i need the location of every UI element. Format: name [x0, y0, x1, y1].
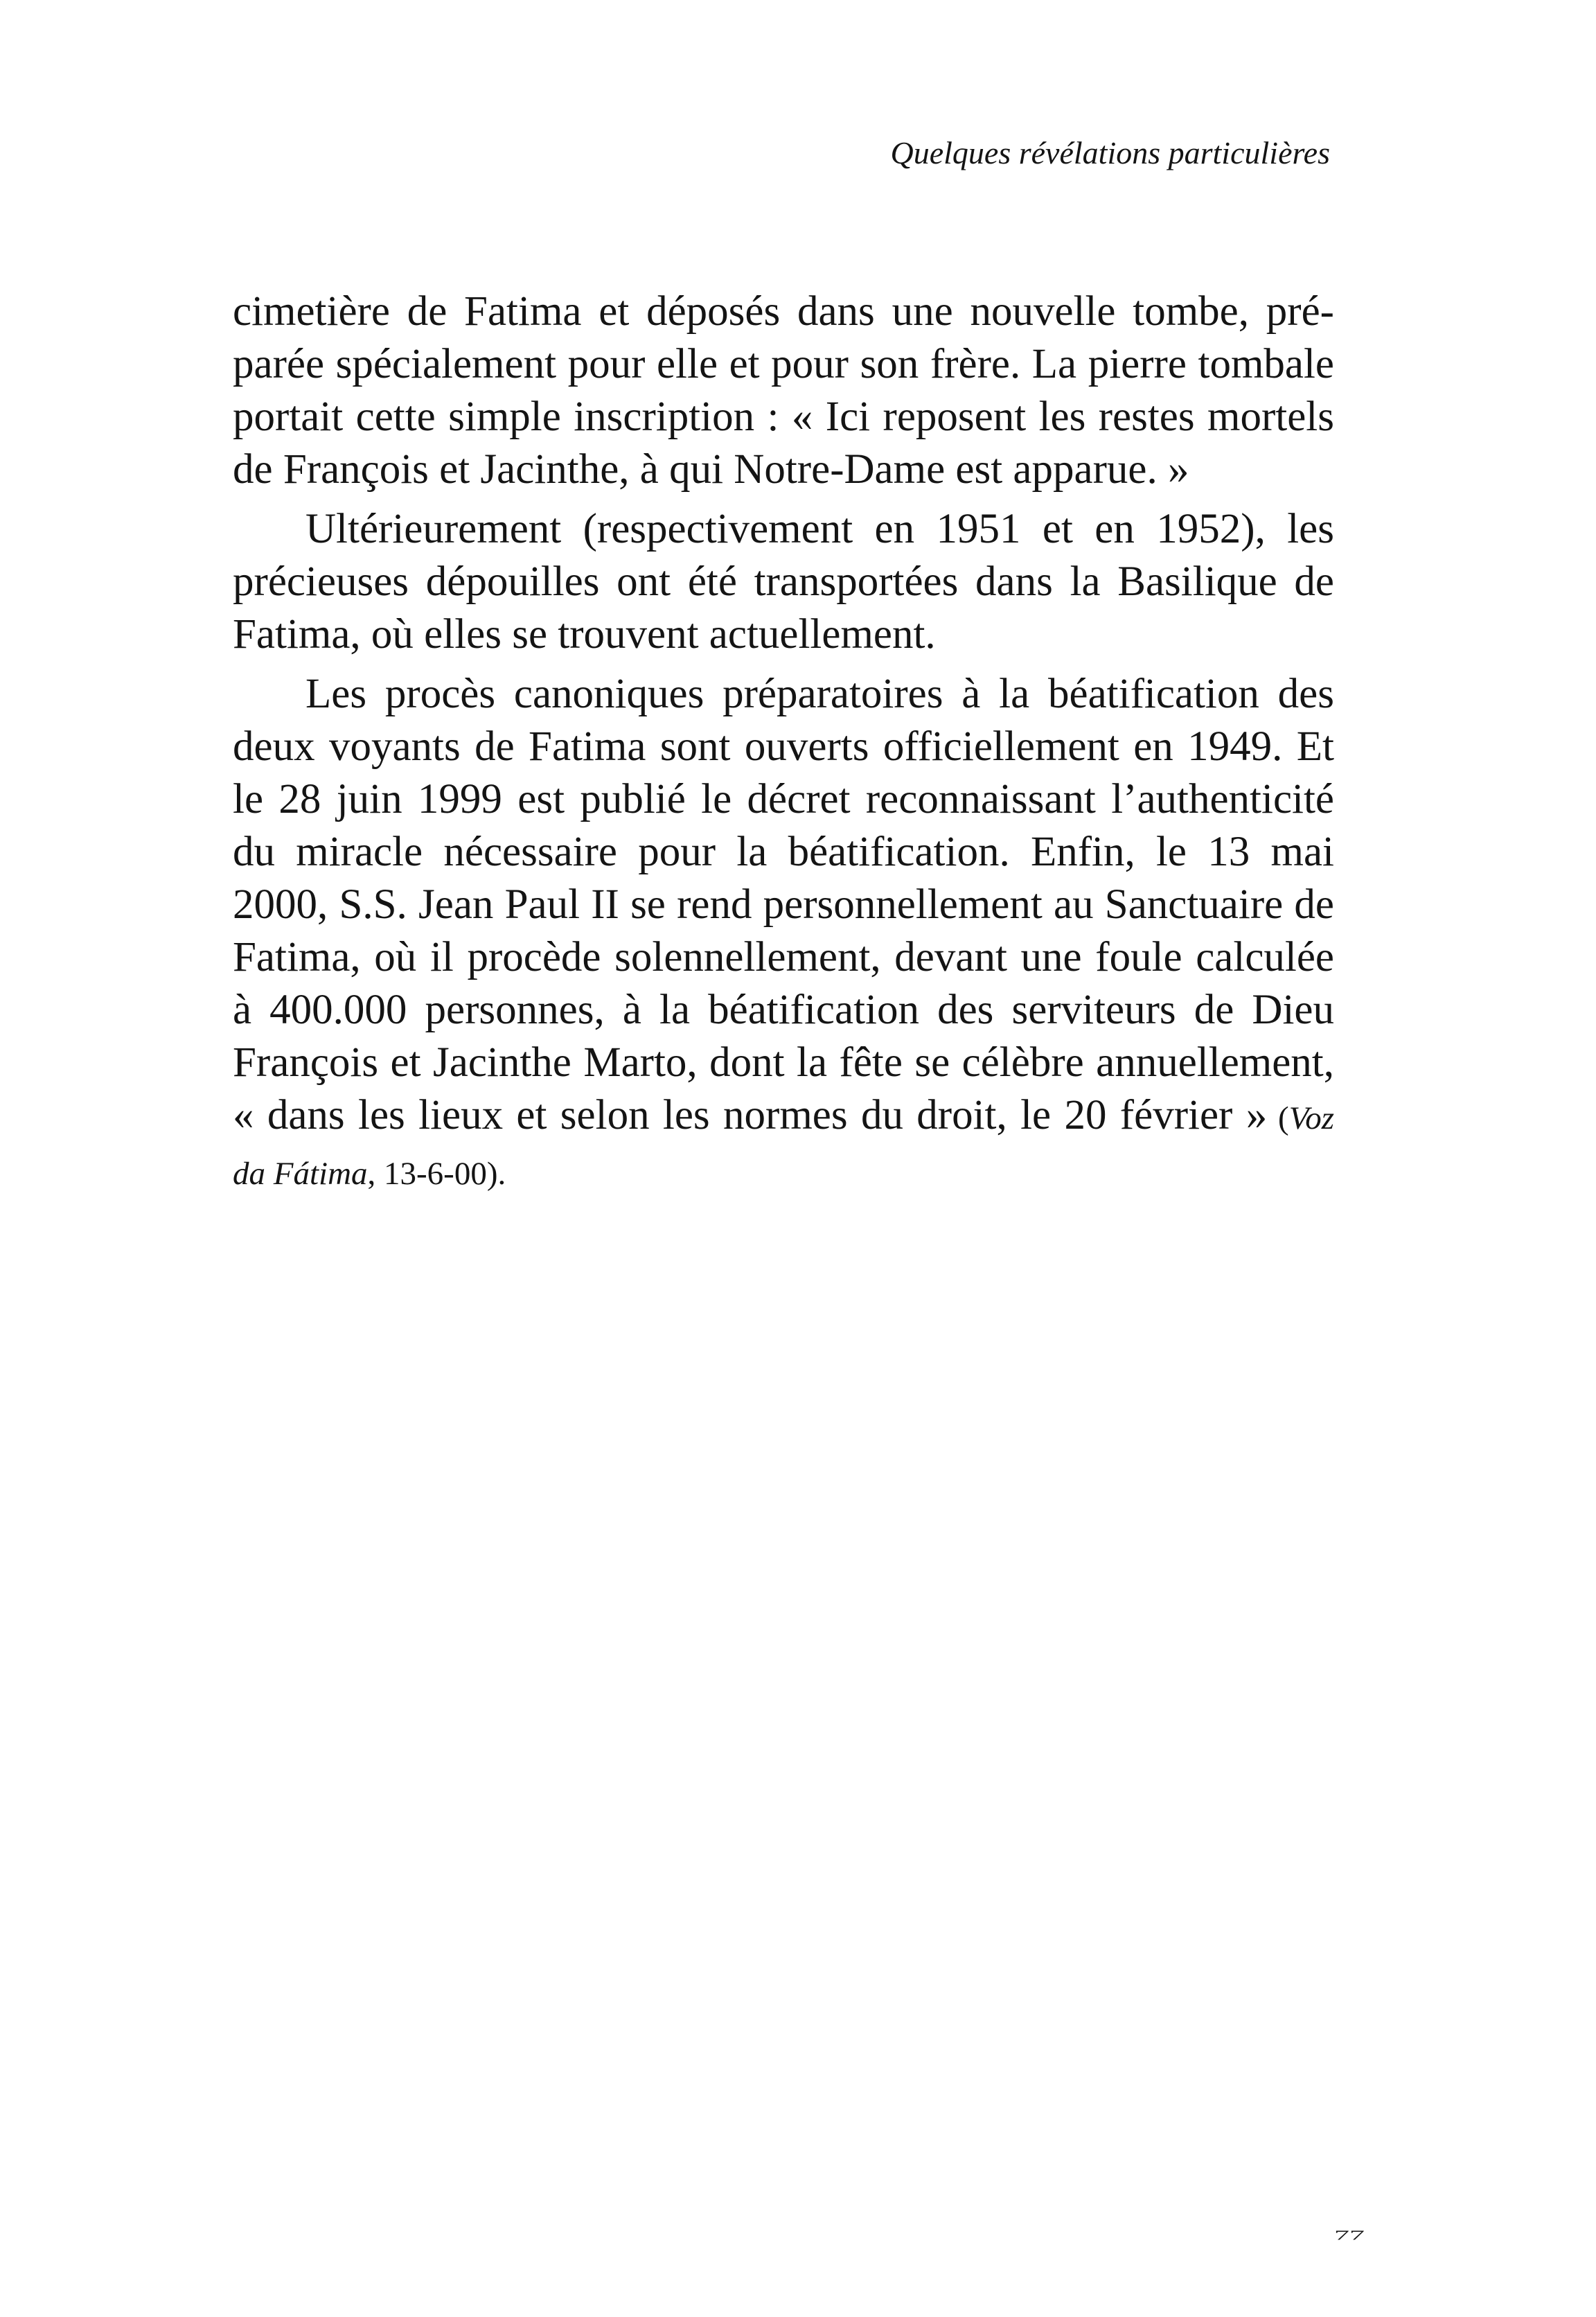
running-header: Quelques révélations particulières [890, 135, 1330, 170]
page-number: 77 [1334, 2227, 1365, 2243]
paragraph-beatification [233, 668, 1334, 1200]
paragraph-tomb [233, 285, 1334, 496]
paragraph-tomb-text: cimetière de Fatima et déposés dans une nouvelle tombe, préparée spécialement pour elle et pour son frère. La pierre tombale portait cette simple inscription : « Ici reposent les restes mortels de François et Jacinthe, à qui Notre-Dame est apparue. » [233, 288, 1334, 493]
paragraph-beatification-text: Les procès canoniques préparatoires à la béatification des deux voyants de Fatima sont ouverts officiellement en 1949. Et le 28 juin 1999 est publié le décret reconnaissant l’authenticité du miracle nécessaire pour la béatification. Enfin, le 13 mai 2000, S.S. Jean Paul II se rend personnellement au Sanctuaire de Fatima, où il procède solennellement, devant une foule calculée à 400.000 personnes, à la béatification des serviteurs de Dieu François et Jacinthe Marto, dont la fête se célèbre annuellement, « dans les lieux et selon les normes du droit, le 20 février » [233, 671, 1334, 1138]
citation-source-title: Voz da Fátima [233, 1100, 1334, 1192]
paragraph-basilica-text: Ultérieurement (respectivement en 1951 et en 1952), les précieuses dépouilles ont été transportées dans la Basilique de Fatima, où elles se trouvent actuellement. [233, 506, 1334, 658]
paragraph-basilica [233, 503, 1334, 661]
body-text [233, 285, 1334, 1207]
citation-open: ( [1267, 1100, 1289, 1136]
citation-source-date: , 13-6-00). [367, 1156, 506, 1192]
